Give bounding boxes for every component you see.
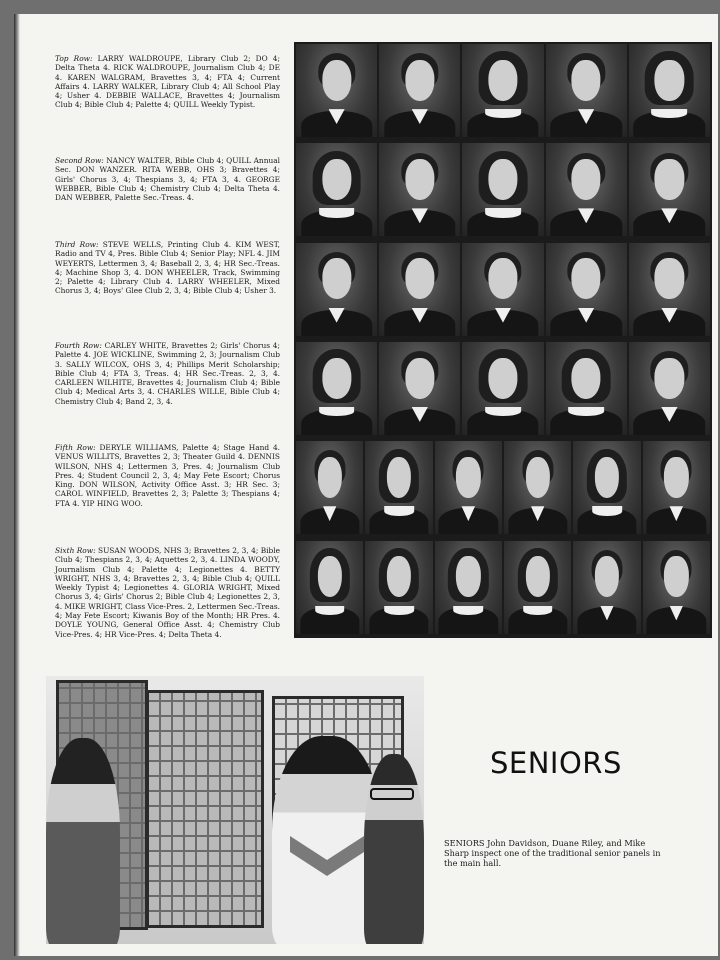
portrait-face	[405, 159, 434, 200]
portrait-face	[664, 457, 688, 498]
portrait-face	[655, 159, 684, 200]
senior-portrait	[504, 441, 571, 534]
senior-portrait	[296, 441, 363, 534]
portrait-face	[405, 60, 434, 101]
row-caption-lead: Second Row:	[55, 156, 104, 165]
row-caption-lead: Third Row:	[55, 240, 99, 249]
row-caption-text: NANCY WALTER, Bible Club 4; QUILL Annual Sec. DON WANZER. RITA WEBB, OHS 3; Bravettes 4; Girls' Chorus 3, 4; Thespians 3, 4; FTA 3, 4. GEORGE WEBBER, Bible Club 4; Chemistry Club 4; Delta Theta 4. DAN WEBBER, Palette Sec.-Treas. 4.	[55, 156, 280, 203]
senior-portrait	[643, 541, 710, 634]
senior-portrait	[365, 541, 432, 634]
portrait-face	[572, 60, 601, 101]
senior-portrait	[296, 342, 377, 435]
row-caption-fifth	[55, 443, 280, 508]
portrait-row	[294, 340, 712, 437]
row-caption-text: STEVE WELLS, Printing Club 4. KIM WEST, Radio and TV 4, Pres. Bible Club 4; Senior Play; NFL 4. JIM WEYERTS, Lettermen 3, 4; Baseball 2, 3, 4; HR Sec.-Treas. 4; Machine Shop 3, 4. DON WHEELER, Track, Swimming 2; Palette 4; Library Club 4. LARRY WHEELER, Mixed Chorus 3, 4; Boys' Glee Club 2, 3, 4; Bible Club 4; Usher 3.	[55, 240, 280, 296]
eyeglasses	[370, 788, 414, 800]
portrait-face	[572, 358, 601, 399]
portrait-face	[318, 556, 342, 597]
portrait-face	[572, 258, 601, 299]
section-title: SENIORS	[490, 746, 622, 780]
portrait-face	[488, 358, 517, 399]
senior-portrait	[379, 44, 460, 137]
portrait-face	[526, 556, 550, 597]
portrait-face	[456, 556, 480, 597]
row-caption-text: SUSAN WOODS, NHS 3; Bravettes 2, 3, 4; Bible Club 4; Thespians 2, 3, 4; Aquettes 2, 3, 4. LINDA WOODY, Journalism Club 4; Palette 4; Legionettes 4. BETTY WRIGHT, NHS 3, 4; Bravettes 2, 3, 4; Bible Club 4; QUILL Weekly Typist 4; Legionettes 4. GLORIA WRIGHT, Mixed Chorus 3, 4; Girls' Chorus 2; Bible Club 4; Legionettes 2, 3, 4. MIKE WRIGHT, Class Vice-Pres. 2, Lettermen Sec.-Treas. 4; May Fete Escort; Kiwanis Boy of the Month; HR Pres. 4. DOYLE YOUNG, General Office Asst. 4; Chemistry Club Vice-Pres. 4; HR Vice-Pres. 4; Delta Theta 4.	[55, 546, 280, 639]
row-caption-sixth	[55, 546, 280, 639]
senior-portrait	[379, 143, 460, 236]
senior-portrait	[435, 441, 502, 534]
portrait-face	[664, 556, 688, 597]
senior-portrait	[379, 342, 460, 435]
senior-portrait	[546, 243, 627, 336]
row-caption-second	[55, 156, 280, 202]
senior-portrait	[629, 243, 710, 336]
senior-portrait	[296, 243, 377, 336]
row-caption-top	[55, 54, 280, 110]
row-caption-lead: Fifth Row:	[55, 443, 96, 452]
portrait-face	[322, 258, 351, 299]
portrait-row	[294, 539, 712, 636]
portrait-face	[655, 358, 684, 399]
senior-portrait	[546, 342, 627, 435]
senior-portrait	[462, 143, 543, 236]
student-figure	[364, 754, 424, 944]
senior-portrait	[462, 243, 543, 336]
row-caption-lead: Sixth Row:	[55, 546, 96, 555]
senior-panel	[146, 690, 264, 928]
portrait-face	[655, 60, 684, 101]
portrait-face	[456, 457, 480, 498]
senior-portrait	[643, 441, 710, 534]
senior-portrait	[435, 541, 502, 634]
senior-portrait	[504, 541, 571, 634]
senior-portrait	[296, 143, 377, 236]
page-binding-edge	[14, 14, 20, 956]
portrait-face	[595, 556, 619, 597]
portrait-row	[294, 241, 712, 338]
senior-portrait	[629, 44, 710, 137]
senior-portrait	[573, 541, 640, 634]
senior-portrait	[365, 441, 432, 534]
senior-portrait	[296, 44, 377, 137]
senior-portrait-grid	[294, 42, 712, 638]
row-caption-text: DERYLE WILLIAMS, Palette 4; Stage Hand 4. VENUS WILLITS, Bravettes 2, 3; Theater Guild 4. DENNIS WILSON, NHS 4; Lettermen 3, Pres. 4; Journalism Club Pres. 4; Student Council 2, 3, 4; May Fete Escort; Chorus King. DON WILSON, Activity Office Asst. 3; HR Sec. 3; CAROL WINFIELD, Bravettes 2, 3; Palette 3; Thespians 4; FTA 4. YIP HING WOO.	[55, 443, 280, 508]
portrait-face	[318, 457, 342, 498]
senior-portrait	[462, 44, 543, 137]
portrait-face	[572, 159, 601, 200]
senior-panels-photo	[46, 676, 424, 944]
portrait-face	[322, 358, 351, 399]
student-figure	[46, 738, 120, 944]
portrait-face	[405, 358, 434, 399]
senior-portrait	[379, 243, 460, 336]
portrait-face	[322, 159, 351, 200]
row-caption-text: CARLEY WHITE, Bravettes 2; Girls' Chorus 4; Palette 4. JOE WICKLINE, Swimming 2, 3; Journalism Club 3. SALLY WILCOX, OHS 3, 4; Phillips Merit Scholarship; Bible Club 4; FTA 3, Treas. 4; HR Sec.-Treas. 2, 3, 4. CARLEEN WILHITE, Bravettes 4; Journalism Club 4; Bible Club 4; Medical Arts 3, 4. CHARLES WILLE, Bible Club 4; Chemistry Club 4; Band 2, 3, 4.	[55, 341, 280, 406]
senior-portrait	[546, 44, 627, 137]
senior-portrait	[462, 342, 543, 435]
portrait-face	[488, 60, 517, 101]
row-caption-lead: Top Row:	[55, 54, 93, 63]
senior-portrait	[296, 541, 363, 634]
portrait-face	[655, 258, 684, 299]
portrait-row	[294, 141, 712, 238]
portrait-face	[405, 258, 434, 299]
portrait-face	[488, 159, 517, 200]
portrait-face	[488, 258, 517, 299]
row-caption-third	[55, 240, 280, 296]
senior-portrait	[546, 143, 627, 236]
photo-caption: SENIORS John Davidson, Duane Riley, and Mike Sharp inspect one of the traditional senior panels in the main hall.	[444, 838, 661, 869]
portrait-face	[387, 457, 411, 498]
portrait-face	[387, 556, 411, 597]
portrait-face	[526, 457, 550, 498]
senior-portrait	[629, 342, 710, 435]
portrait-face	[322, 60, 351, 101]
portrait-row	[294, 439, 712, 536]
row-caption-lead: Fourth Row:	[55, 341, 102, 350]
portrait-face	[595, 457, 619, 498]
row-caption-fourth	[55, 341, 280, 406]
row-caption-text: LARRY WALDROUPE, Library Club 2; DO 4; Delta Theta 4. RICK WALDROUPE, Journalism Club 4; DE 4. KAREN WALGRAM, Bravettes 3, 4; FTA 4; Current Affairs 4. LARRY WALKER, Library Club 4; All School Play 4; Usher 4. DEBBIE WALLACE, Bravettes 4; Journalism Club 4; Bible Club 4; Palette 4; QUILL Weekly Typist.	[55, 54, 280, 110]
senior-portrait	[629, 143, 710, 236]
portrait-row	[294, 42, 712, 139]
senior-portrait	[573, 441, 640, 534]
